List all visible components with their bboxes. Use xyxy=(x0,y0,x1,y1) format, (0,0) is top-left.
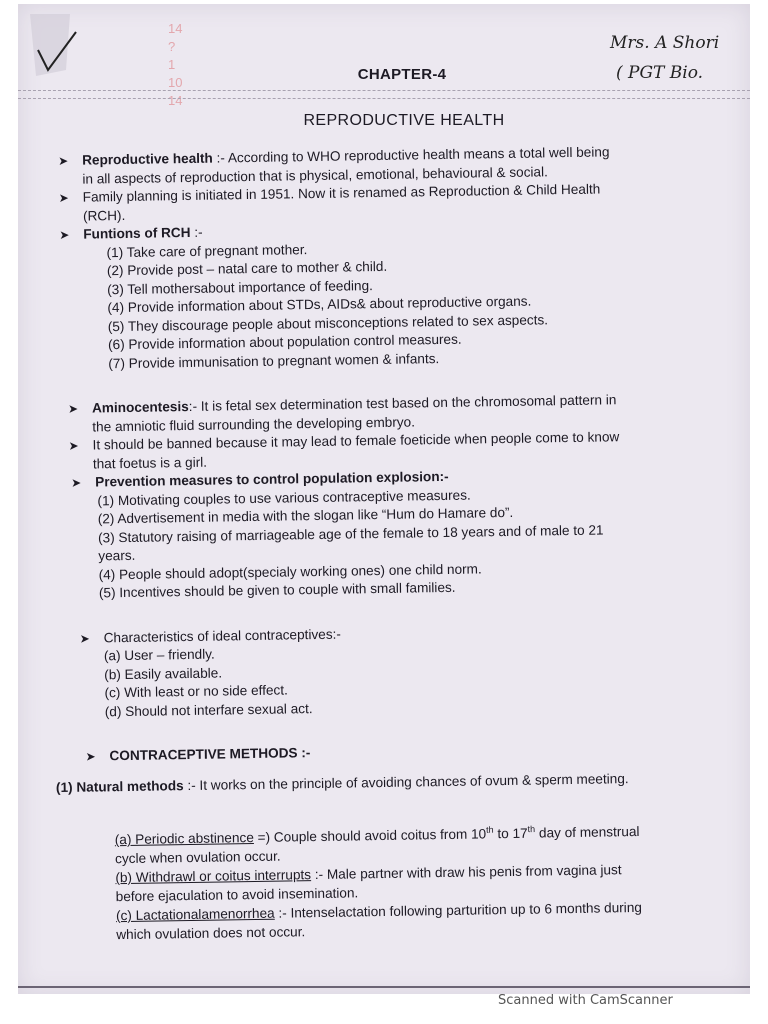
bullet-text: :- xyxy=(297,745,311,761)
bullet-heading: CONTRACEPTIVE METHODS xyxy=(109,745,298,764)
list-item: (5) They discourage people about misconceptions related to sex aspects. xyxy=(107,311,549,334)
bullet-functions-rch xyxy=(59,215,729,373)
header-rule xyxy=(18,90,750,91)
list-item: (2) Advertisement in media with the slogan like “Hum do Hamare do”. xyxy=(97,504,514,527)
bullet-text: in all aspects of reproduction that is physical, emotional, behavioural & social. xyxy=(82,163,548,187)
arrow-bullet-icon: ➤ xyxy=(58,153,69,168)
margin-numbers xyxy=(168,20,208,110)
bullet-heading: Aminocentesis xyxy=(91,398,189,416)
method-text: day of menstrual xyxy=(535,823,640,841)
list-item: (3) Tell mothersabout importance of feeding. xyxy=(107,277,373,297)
list-item: (d) Should not interfare sexual act. xyxy=(104,700,313,719)
arrow-bullet-icon: ➤ xyxy=(59,227,70,242)
superscript: th xyxy=(486,824,494,835)
list-item: years. xyxy=(98,547,136,564)
list-item: (7) Provide immunisation to pregnant women & infants. xyxy=(108,350,440,371)
handwritten-designation: ( PGT Bio. xyxy=(616,63,704,83)
bullet-heading: Prevention measures to control population explosion:- xyxy=(95,468,449,490)
list-item: (3) Statutory raising of marriageable age of the female to 18 years and of male to 21 xyxy=(97,521,604,545)
bullet-text: (RCH). xyxy=(82,207,126,224)
bottom-edge-shadow xyxy=(18,986,750,988)
bullet-heading: Reproductive health xyxy=(82,150,213,168)
chapter-heading xyxy=(18,66,750,84)
title-text: REPRODUCTIVE HEALTH xyxy=(303,112,505,129)
list-item: (2) Provide post – natal care to mother & child. xyxy=(106,258,388,279)
list-item: (5) Incentives should be given to couple with small families. xyxy=(98,579,456,601)
bullet-ideal-contraceptives xyxy=(79,619,734,722)
method-label: (a) Periodic abstinence xyxy=(114,830,254,848)
list-item: (4) Provide information about STDs, AIDs& about reproductive organs. xyxy=(107,293,532,316)
arrow-bullet-icon: ➤ xyxy=(79,631,90,646)
bullet-text: :- According to WHO reproductive health means a total well being xyxy=(212,144,610,166)
section-number: (1) xyxy=(55,779,77,795)
list-item: (b) Easily available. xyxy=(104,664,223,682)
method-text: which ovulation does not occur. xyxy=(116,924,306,943)
bullet-heading: Funtions of RCH xyxy=(83,224,191,242)
arrow-bullet-icon: ➤ xyxy=(67,401,79,416)
bullet-text: that foetus is a girl. xyxy=(92,454,208,471)
margin-number: 1 xyxy=(168,57,176,72)
method-text: cycle when ovulation occur. xyxy=(114,848,281,867)
page-title xyxy=(18,112,750,130)
arrow-bullet-icon: ➤ xyxy=(71,475,82,490)
list-item: (1) Take care of pregnant mother. xyxy=(106,241,308,260)
margin-number: 10 xyxy=(168,75,183,90)
arrow-bullet-icon: ➤ xyxy=(68,438,79,453)
list-item: (a) User – friendly. xyxy=(103,646,215,664)
method-label: (b) Withdrawl or coitus interrupts xyxy=(115,867,312,886)
method-label: (c) Lactationalamenorrhea xyxy=(115,905,275,924)
arrow-bullet-icon: ➤ xyxy=(58,190,69,205)
method-text: :- Male partner with draw his penis from vagina just xyxy=(310,862,622,883)
bullet-text: Family planning is initiated in 1951. Now it is renamed as Reproduction & Child Health xyxy=(82,181,601,205)
method-text: to 17 xyxy=(493,825,528,842)
margin-number: ? xyxy=(168,39,176,54)
chapter-label: CHAPTER-4 xyxy=(357,66,447,83)
margin-number: 14 xyxy=(168,93,183,108)
section-heading: Natural methods xyxy=(76,777,184,795)
list-item: (6) Provide information about population control measures. xyxy=(107,331,462,353)
scanned-page xyxy=(18,4,750,994)
bullet-heading: Characteristics of ideal contraceptives:- xyxy=(103,626,341,645)
superscript: th xyxy=(527,824,536,835)
list-item: (1) Motivating couples to use various contraceptive measures. xyxy=(97,487,471,508)
document-body xyxy=(55,142,738,945)
natural-methods-list xyxy=(115,820,739,944)
scanner-watermark: Scanned with CamScanner xyxy=(498,993,673,1008)
method-text: =) Couple should avoid coitus from 10 xyxy=(253,826,487,846)
bullet-text: :- xyxy=(190,224,203,240)
bullet-text: It should be banned because it may lead to female foeticide when people come to know xyxy=(92,429,620,453)
header-rule xyxy=(18,98,750,99)
list-item: (4) People should adopt(specialy working ones) one child norm. xyxy=(98,560,482,582)
handwritten-name: Mrs. A Shori xyxy=(610,33,720,53)
arrow-bullet-icon: ➤ xyxy=(85,749,96,764)
method-text: :- Intenselactation following parturition up to 6 months during xyxy=(274,899,642,921)
bullet-text: :- It is fetal sex determination test based on the chromosomal pattern in xyxy=(188,392,617,414)
bullet-text: the amniotic fluid surrounding the developing embryo. xyxy=(92,413,416,434)
margin-number: 14 xyxy=(168,21,183,36)
list-item: (c) With least or no side effect. xyxy=(104,682,288,701)
section-text: :- It works on the principle of avoiding chances of ovum & sperm meeting. xyxy=(183,770,629,793)
method-text: before ejaculation to avoid insemination. xyxy=(115,885,359,905)
bullet-prevention xyxy=(71,463,733,603)
